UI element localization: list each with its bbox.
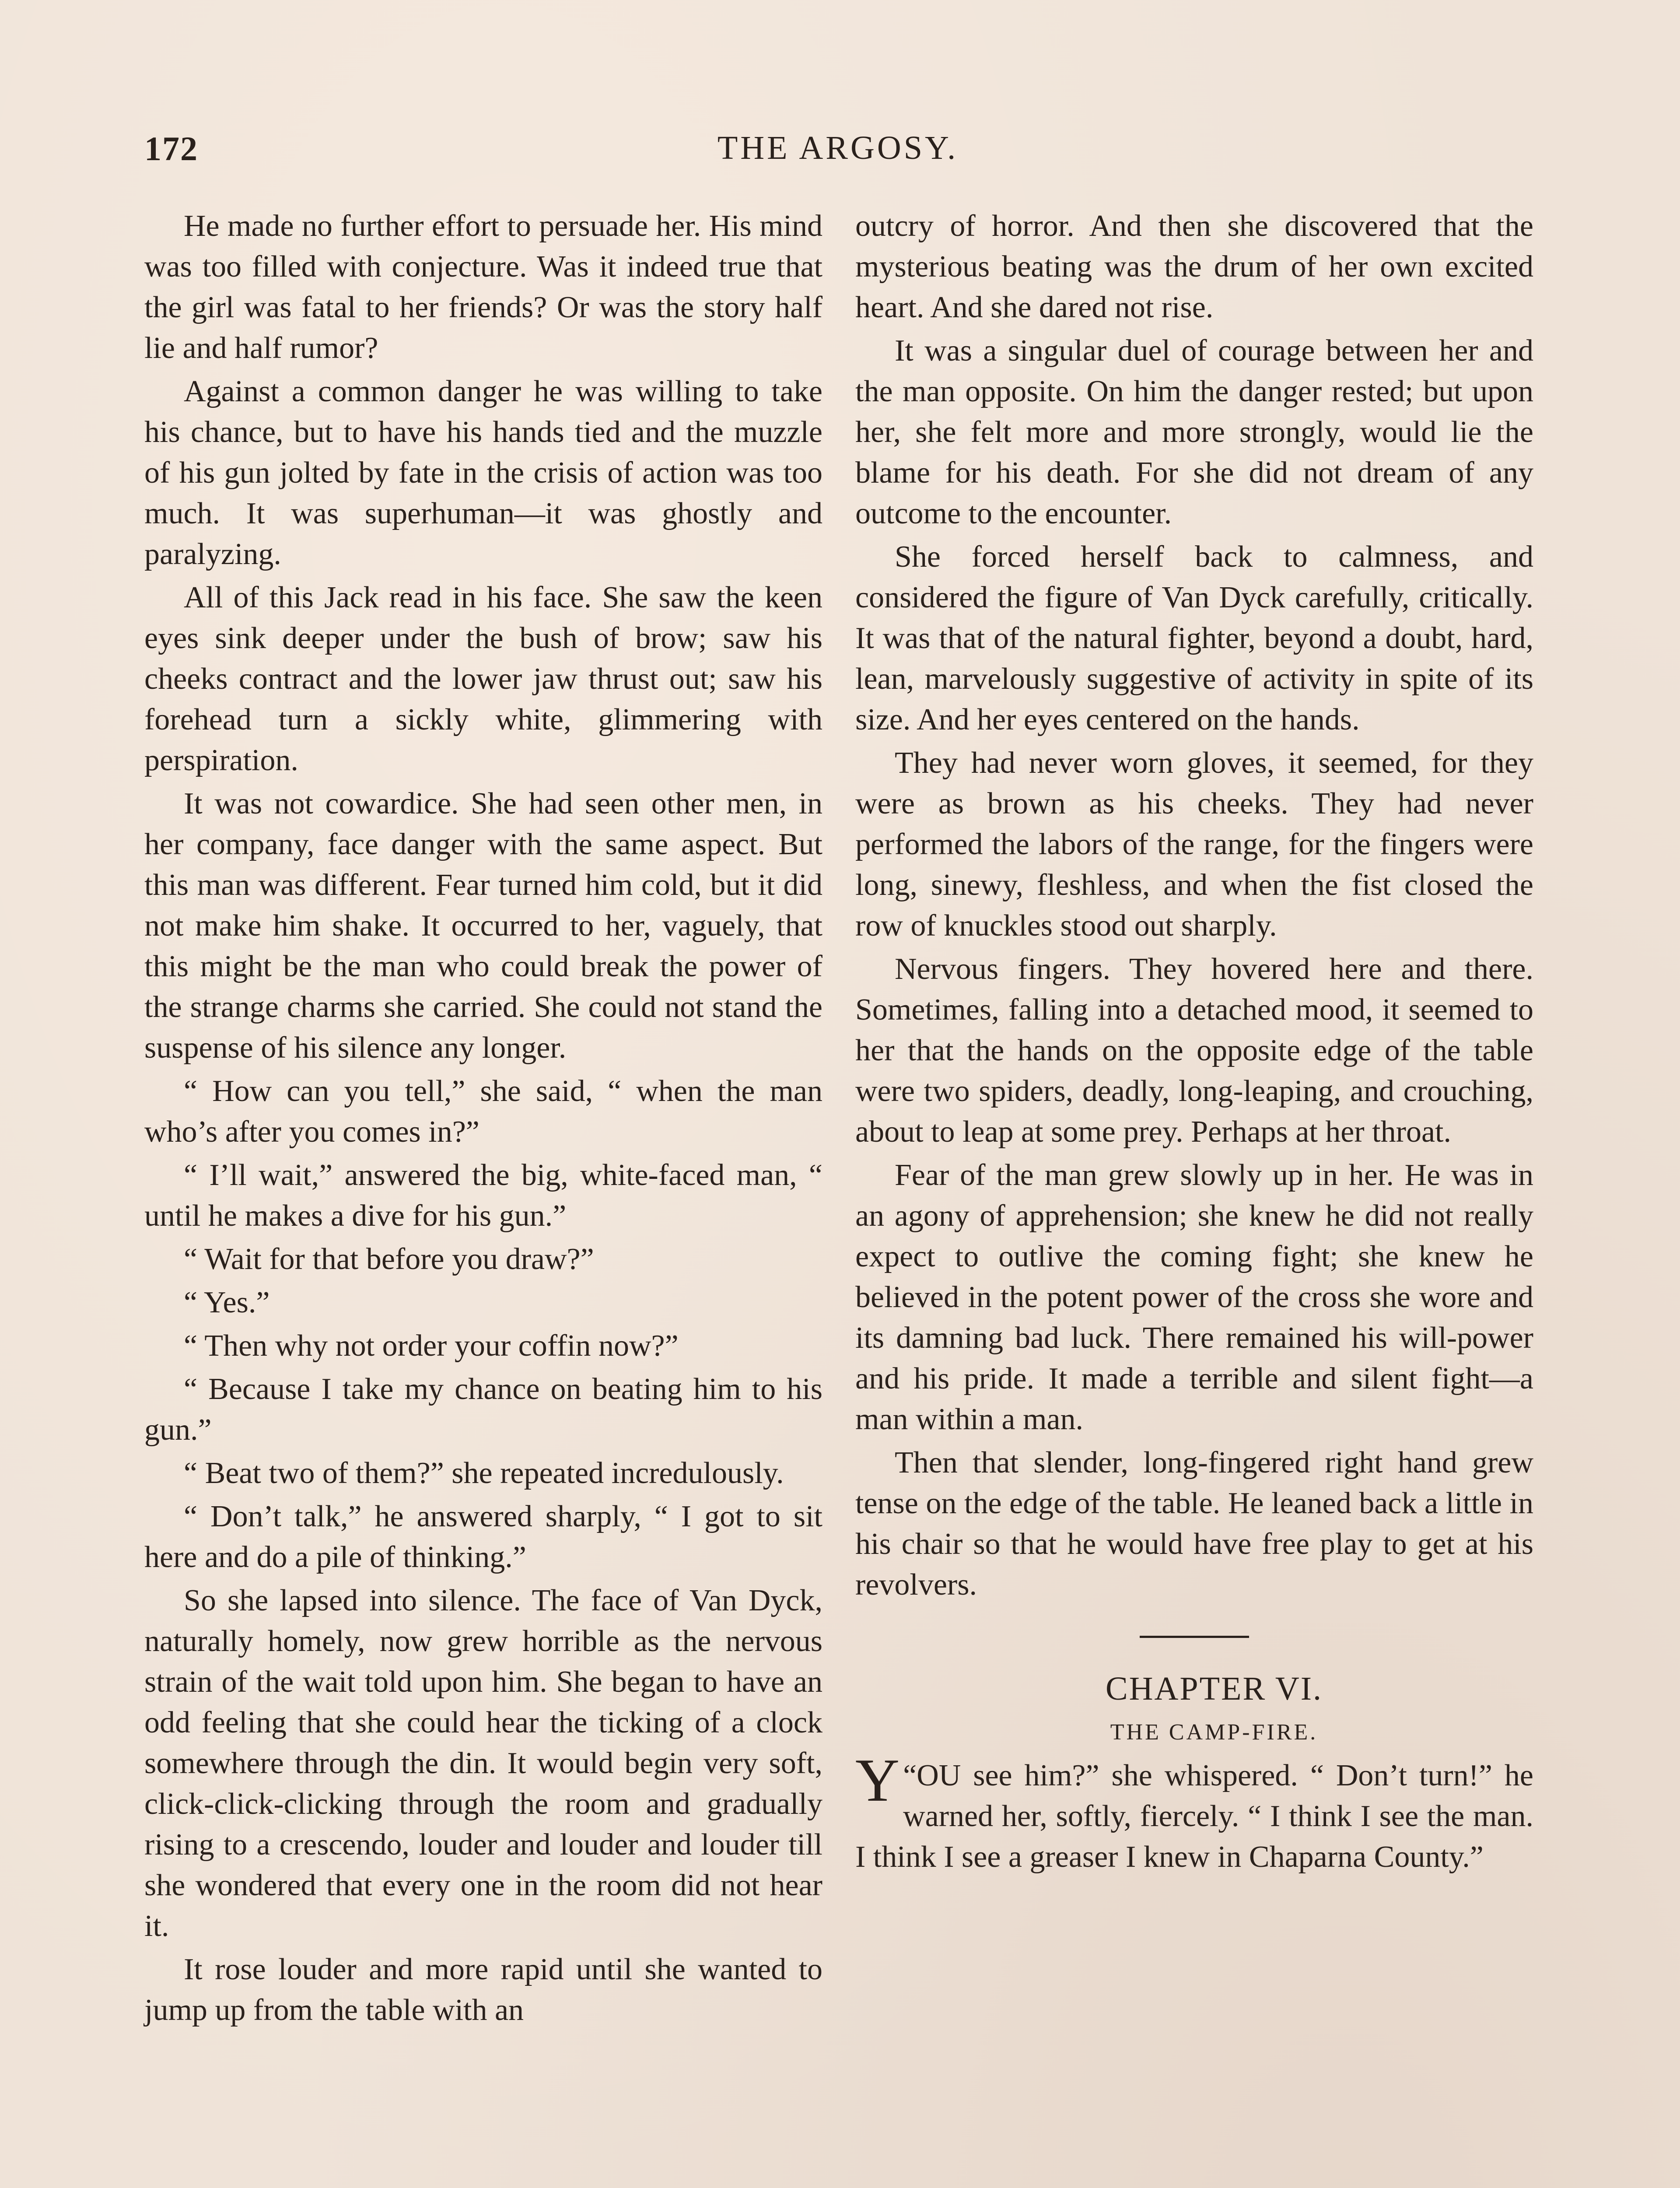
opening-line-text: OU see him?” she whispered.: [917, 1759, 1298, 1792]
journal-title: THE ARGOSY.: [717, 130, 959, 166]
paragraph: They had never worn gloves, it seemed, for they were as brown as his cheeks. They had never performed the labors of the range, for the fingers were long, sinewy, fleshless, and when the fist closed the row of knuckles stood out sharply.: [855, 746, 1533, 943]
dialogue-line: “ Yes.”: [184, 1286, 270, 1319]
paragraph: It was a singular duel of courage between her and the man opposite. On him the danger rested; but upon her, she felt more and more strongly, would lie the blame for his death. For she did not dream of any outcome to the encounter.: [855, 334, 1533, 530]
chapter-subtitle: THE CAMP-FIRE.: [1110, 1720, 1318, 1745]
right-column: [855, 206, 1533, 1880]
section-divider: [1140, 1636, 1249, 1638]
paragraph: He made no further effort to persuade her. His mind was too filled with conjecture. Was it indeed true that the girl was fatal to her friends? Or was the story half lie and half rumor?: [144, 209, 822, 365]
paragraph: So she lapsed into silence. The face of Van Dyck, naturally homely, now grew horrible as the nervous strain of the wait told upon him. She began to have an odd feeling that she could hear the ticking of a clock somewhere through the din. It would begin very soft, click-click-clicking through the room and gradually rising to a crescendo, louder and louder and louder till she wondered that every one in the room did not hear it.: [144, 1584, 822, 1943]
dialogue-line: “ Beat two of them?” she repeated incredulously.: [184, 1456, 784, 1490]
paragraph: Then that slender, long-fingered right hand grew tense on the edge of the table. He leaned back a little in his chair so that he would have free play to get at his revolvers.: [855, 1446, 1533, 1602]
paragraph: Nervous fingers. They hovered here and there. Sometimes, falling into a detached mood, it seemed to her that the hands on the opposite edge of the table were two spiders, deadly, long-leaping, and crouching, about to leap at some prey. Perhaps at her throat.: [855, 952, 1533, 1149]
paragraph: All of this Jack read in his face. She saw the keen eyes sink deeper under the bush of brow; saw his cheeks contract and the lower jaw thrust out; saw his forehead turn a sickly white, glimmering with perspiration.: [144, 581, 822, 777]
paragraph: It was not cowardice. She had seen other men, in her company, face danger with the same aspect. But this man was different. Fear turned him cold, but it did not make him shake. It occurred to her, vaguely, that this might be the man who could break the power of the strange charms she carried. She could not stand the suspense of his silence any longer.: [144, 787, 822, 1065]
paragraph: It rose louder and more rapid until she wanted to jump up from the table with an: [144, 1953, 822, 2027]
page-number: 172: [144, 130, 198, 168]
chapter-title: CHAPTER VI.: [1105, 1670, 1323, 1707]
dialogue-line: “ Because I take my chance on beating him to his gun.”: [144, 1372, 822, 1447]
paragraph: She forced herself back to calmness, and considered the figure of Van Dyck carefully, critically. It was that of the natural fighter, beyond a doubt, hard, lean, marvelously suggestive of activity in spite of its size. And her eyes centered on the hands.: [855, 540, 1533, 736]
continued-paragraph: outcry of horror. And then she discovered that the mysterious beating was the drum of her own excited heart. And she dared not rise.: [855, 209, 1533, 324]
dialogue-line: “ I’ll wait,” answered the big, white-faced man, “ until he makes a dive for his gun.”: [144, 1158, 822, 1233]
paragraph: Against a common danger he was willing to take his chance, but to have his hands tied and the muzzle of his gun jolted by fate in the crisis of action was too much. It was superhuman—it was ghostly and paralyzing.: [144, 375, 822, 571]
left-column: [144, 206, 822, 2033]
drop-cap: Y: [855, 1746, 900, 1814]
chapter-opening-line: [855, 1746, 1533, 1877]
dialogue-line: “ Wait for that before you draw?”: [184, 1242, 594, 1276]
opening-paragraph-continuation: “ Don’t turn!” he warned her, softly, fiercely. “ I think I see the man. I think I see a greaser I knew in Chaparna County.”: [855, 1759, 1533, 1874]
opening-quote: “: [903, 1759, 917, 1792]
paragraph: Fear of the man grew slowly up in her. He was in an agony of apprehension; she knew he did not really expect to outlive the coming fight; she knew he believed in the potent power of the cross she wore and its damning bad luck. There remained his will-power and his pride. It made a terrible and silent fight—a man within a man.: [855, 1158, 1533, 1436]
running-head: [144, 129, 1531, 177]
dialogue-line: “ How can you tell,” she said, “ when the man who’s after you comes in?”: [144, 1074, 822, 1149]
dialogue-line: “ Don’t talk,” he answered sharply, “ I got to sit here and do a pile of thinking.”: [144, 1500, 822, 1574]
dialogue-line: “ Then why not order your coffin now?”: [184, 1329, 679, 1363]
